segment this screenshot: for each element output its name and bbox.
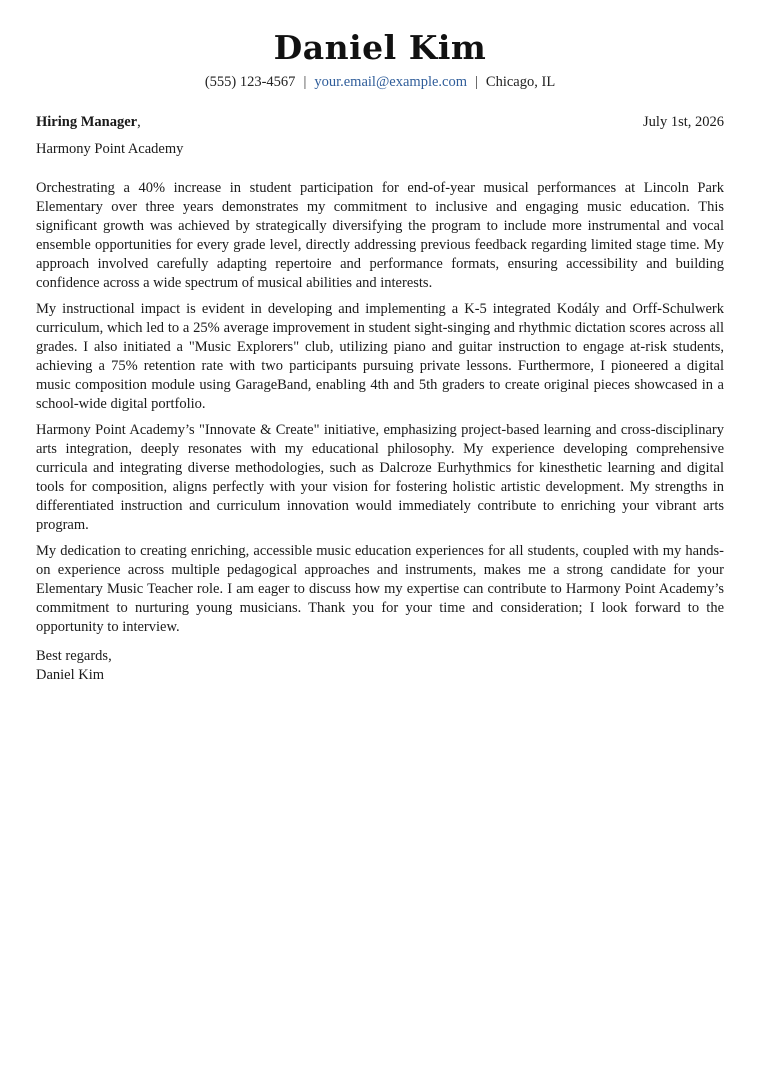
letter-closing (36, 647, 724, 685)
recipient-title-text: Hiring Manager (36, 114, 138, 130)
closing-salutation: Best regards, (36, 648, 112, 664)
recipient-organization: Harmony Point Academy (36, 141, 184, 157)
body-paragraph: My dedication to creating enriching, accessible music education experiences for all students, coupled with my hands-on experience across multiple pedagogical approaches and instruments, makes me a strong candidate for your Elementary Music Teacher role. I am eager to discuss how my expertise can contribute to Harmony Point Academy’s commitment to nurturing young musicians. Thank you for your time and consideration; I look forward to the opportunity to interview. (36, 543, 724, 635)
contact-line (36, 72, 724, 92)
recipient-row (36, 113, 724, 132)
closing-signature: Daniel Kim (36, 667, 105, 683)
applicant-name: Daniel Kim (273, 28, 487, 67)
email-link[interactable]: your.email@example.com (314, 74, 468, 90)
letter-date: July 1st, 2026 (643, 114, 724, 130)
phone-number: (555) 123-4567 (204, 74, 296, 90)
body-paragraph: Orchestrating a 40% increase in student participation for end-of-year musical performances at Lincoln Park Elementary over three years demonstrates my commitment to inclusive and engaging music education. This significant growth was achieved by strategically diversifying the program to include more instrumental and vocal ensemble opportunities for every grade level, directly addressing previous feedback regarding limited stage time. My approach involved carefully adapting repertoire and performance formats, ensuring accessibility and building confidence across a wide spectrum of musical abilities and interests. (36, 180, 724, 291)
recipient-title (36, 113, 141, 132)
recipient-title-suffix: , (137, 114, 141, 130)
letter-body (36, 179, 724, 637)
contact-separator: | (475, 74, 478, 90)
contact-separator: | (303, 74, 307, 90)
body-paragraph: My instructional impact is evident in developing and implementing a K-5 integrated Kodály and Orff-Schulwerk curriculum, which led to a 25% average improvement in student sight-singing and rhythmic dictation scores across all grades. I also initiated a "Music Explorers" club, utilizing piano and guitar instruction to engage at-risk students, achieving a 75% retention rate with two participants pursuing private lessons. Furthermore, I pioneered a digital music composition module using GarageBand, enabling 4th and 5th graders to create original pieces showcased in a school-wide digital portfolio. (36, 301, 724, 412)
location: Chicago, IL (485, 74, 556, 90)
body-paragraph: Harmony Point Academy’s "Innovate & Create" initiative, emphasizing project-based learning and cross-disciplinary arts integration, deeply resonates with my educational philosophy. My experience developing comprehensive curricula and integrating diverse methodologies, such as Dalcroze Eurhythmics for kinesthetic learning and digital tools for composition, aligns perfectly with your vision for fostering holistic artistic development. My strengths in differentiated instruction and curriculum innovation would immediately contribute to enriching your vibrant arts program. (36, 422, 724, 533)
